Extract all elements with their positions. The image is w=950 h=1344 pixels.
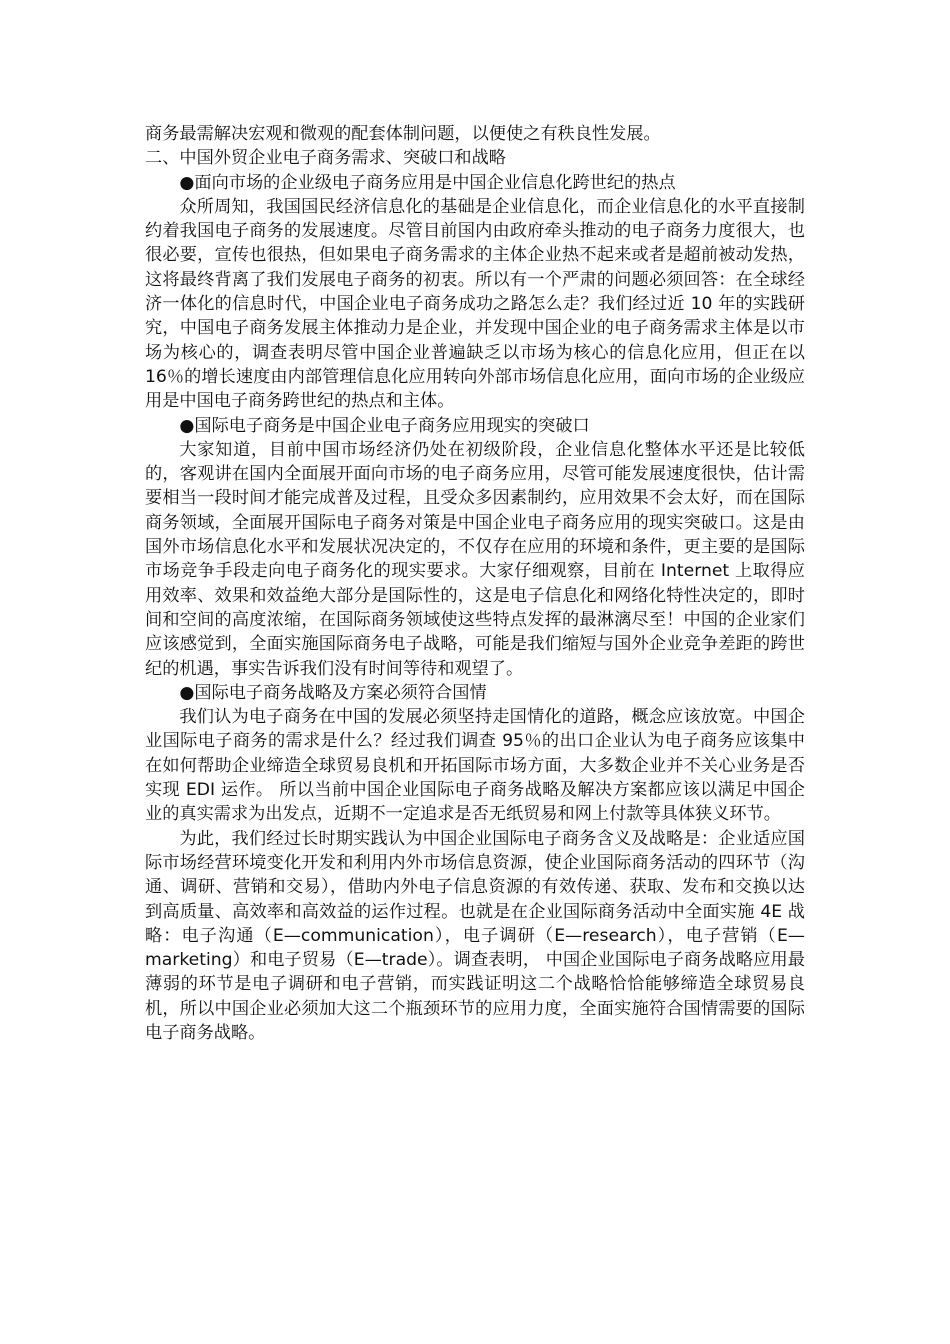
section-heading: 二、中国外贸企业电子商务需求、突破口和战略	[145, 148, 506, 169]
paragraph-market: 众所周知，我国国民经济信息化的基础是企业信息化，而企业信息化的水平直接制约着我国电子商务的发展速度。尽管目前国内由政府牵头推动的电子商务力度很大，也很必要，宣传也很热，但如果电子商务需求的主体企业热不起来或者是超前被动发热，这将最终背离了我们发展电子商务的初衷。所以有一个严肃的问题必须回答：在全球经济一体化的信息时代，中国企业电子商务成功之路怎么走？我们经过近 10 年的实践研究，中国电子商务发展主体推动力是企业，并发现中国企业的电子商务需求主体是以市场为核心的，调查表明尽管中国企业普遍缺乏以市场为核心的信息化应用，但正在以 16％的增长速度由内部管理信息化应用转向外部市场信息化应用，面向市场的企业级应用是中国电子商务跨世纪的热点和主体。	[145, 196, 805, 412]
paragraph-breakthrough: 大家知道，目前中国市场经济仍处在初级阶段，企业信息化整体水平还是比较低的，客观讲在国内全面展开面向市场的电子商务应用，尽管可能发展速度很快，估计需要相当一段时间才能完成普及过程，且受众多因素制约，应用效果不会太好，而在国际商务领域，全面展开国际电子商务对策是中国企业电子商务应用的现实突破口。这是由国外市场信息化水平和发展状况决定的，不仅存在应用的环境和条件，更主要的是国际市场竞争手段走向电子商务化的现实要求。大家仔细观察，目前在 Internet 上取得应用效率、效果和效益绝大部分是国际性的，这是电子信息化和网络化特性决定的，即时间和空间的高度浓缩，在国际商务领域使这些特点发挥的最淋漓尽至！中国的企业家们应该感觉到，全面实施国际商务电子战略，可能是我们缩短与国外企业竞争差距的跨世纪的机遇，事实告诉我们没有时间等待和观望了。	[145, 439, 805, 679]
paragraph-national-conditions: 我们认为电子商务在中国的发展必须坚持走国情化的道路，概念应该放宽。中国企业国际电子商务的需求是什么？经过我们调查 95％的出口企业认为电子商务应该集中在如何帮助企业缔造全球贸易良机和开拓国际市场方面，大多数企业并不关心业务是否实现 EDI 运作。 所以当前中国企业国际电子商务战略及解决方案都应该以满足中国企业的真实需求为出发点，近期不一定追求是否无纸贸易和网上付款等具体狭义环节。	[145, 707, 805, 825]
paragraph-continuation: 商务最需解决宏观和微观的配套体制问题，以便使之有秩良性发展。	[145, 124, 661, 144]
bullet-heading-market: ●面向市场的企业级电子商务应用是中国企业信息化跨世纪的热点	[179, 172, 676, 193]
paragraph-4e-strategy: 为此，我们经过长时期实践认为中国企业国际电子商务含义及战略是：企业适应国际市场经营环境变化开发和利用内外市场信息资源，使企业国际商务活动的四环节（沟通、调研、营销和交易），借助内外电子信息资源的有效传递、获取、发布和交换以达到高质量、高效率和高效益的运作过程。也就是在企业国际商务活动中全面实施 4E 战略：电子沟通（E—communication），电子调研（E—research），电子营销（E—marketing）和电子贸易（E—trade）。调查表明， 中国企业国际电子商务战略应用最薄弱的环节是电子调研和电子营销，而实践证明这二个战略恰恰能够缔造全球贸易良机，所以中国企业必须加大这二个瓶颈环节的应用力度，全面实施符合国情需要的国际电子商务战略。	[145, 828, 805, 1043]
bullet-heading-national-conditions: ●国际电子商务战略及方案必须符合国情	[179, 682, 487, 703]
document-body	[145, 122, 805, 1045]
bullet-heading-breakthrough: ●国际电子商务是中国企业电子商务应用现实的突破口	[179, 415, 590, 436]
